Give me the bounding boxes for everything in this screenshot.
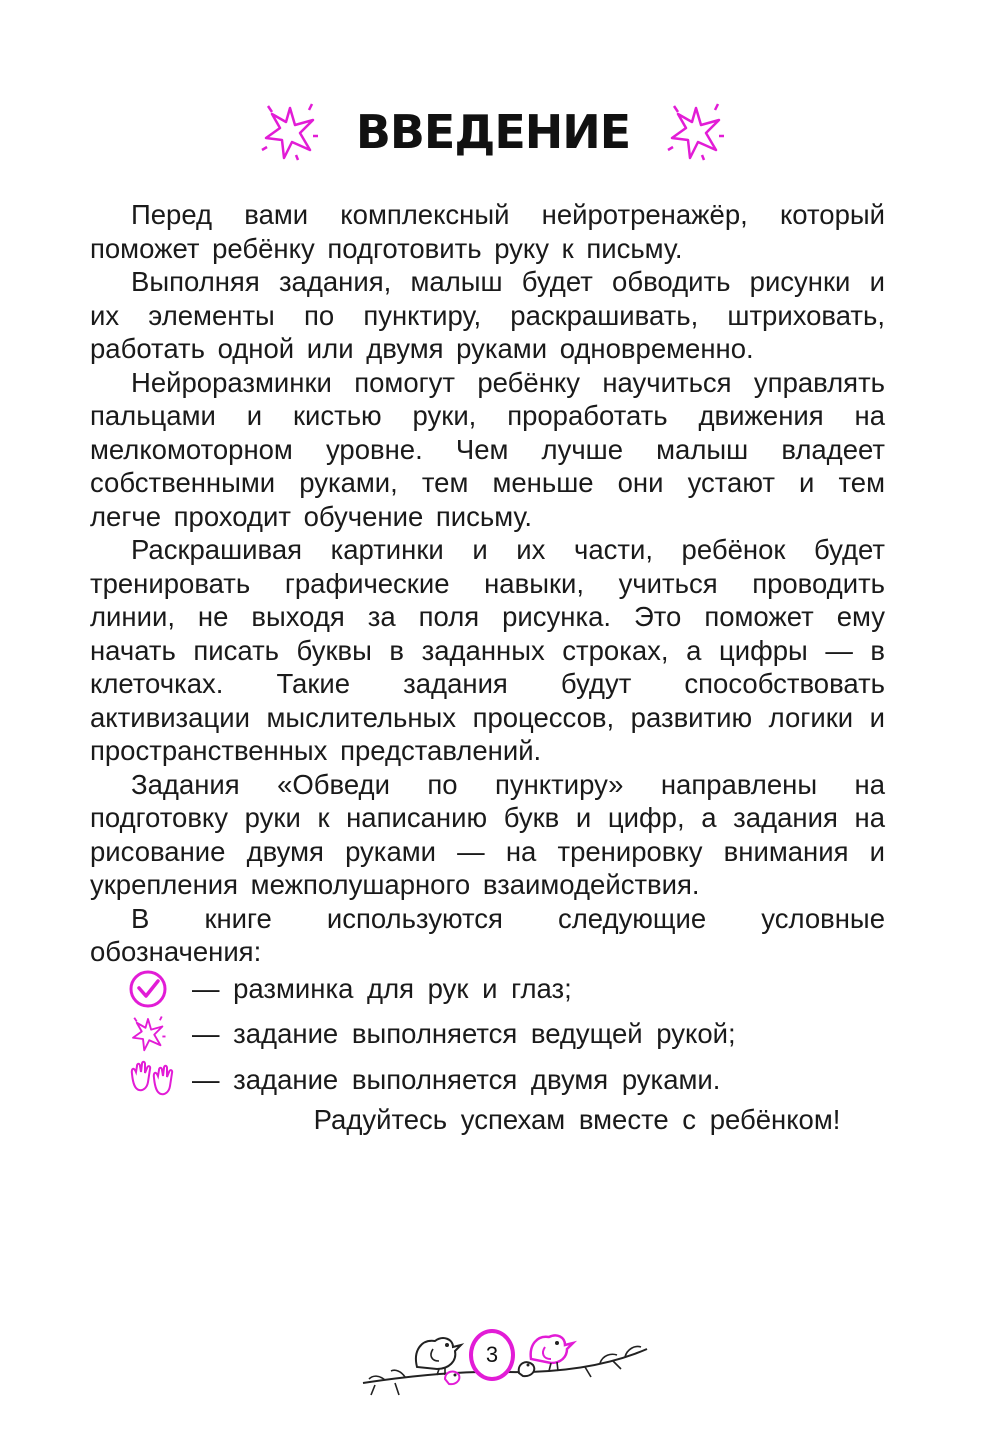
paragraph: В книге используются следующие условные обозначения: xyxy=(90,902,885,967)
paragraph: Нейроразминки помогут ребёнку научиться управлять пальцами и кистью руки, проработать движения на мелкомоторном уровне. Чем лучше малыш владеет собственными руками, тем меньше они устают и тем легче проходит обучение письму. xyxy=(90,366,885,532)
legend-text: — задание выполняется ведущей рукой; xyxy=(192,1018,736,1050)
star-burst-icon xyxy=(664,100,728,164)
check-circle-icon xyxy=(128,969,168,1009)
page-title: ВВЕДЕНИЕ xyxy=(355,105,631,159)
paragraph: Задания «Обведи по пунктиру» направлены на подготовку руки к написанию букв и цифр, а задания на рисование двумя руками — на тренировку внимания и укрепления межполушарного взаимодействия. xyxy=(90,768,885,900)
title-row xyxy=(0,92,986,172)
page-number: 3 xyxy=(469,1329,515,1381)
legend-item xyxy=(128,966,848,1012)
intro-text xyxy=(90,198,885,969)
legend-text: — разминка для рук и глаз; xyxy=(192,972,572,1004)
legend-text: — задание выполняется двумя руками. xyxy=(192,1063,721,1095)
paragraph: Перед вами комплексный нейротренажёр, который поможет ребёнку подготовить руку к письму. xyxy=(90,199,885,264)
two-hands-icon xyxy=(128,1060,174,1100)
legend-item xyxy=(128,1012,848,1058)
legend-item xyxy=(128,1057,848,1103)
legend xyxy=(128,966,848,1103)
paragraph: Раскрашивая картинки и их части, ребёнок будет тренировать графические навыки, учиться проводить линии, не выходя за поля рисунка. Это поможет ему начать писать буквы в заданных строках, а цифры — в клеточках. Такие задания будут способствовать активизации мыслительных процессов, развитию логики и пространственных представлений. xyxy=(90,534,885,766)
star-burst-icon xyxy=(258,100,322,164)
page-footer xyxy=(355,1305,655,1400)
closing-line: Радуйтесь успехам вместе с ребёнком! xyxy=(313,1104,841,1135)
paragraph: Выполняя задания, малыш будет обводить рисунки и их элементы по пунктиру, раскрашивать, штриховать, работать одной или двумя руками одновременно. xyxy=(90,266,885,364)
star-burst-icon xyxy=(128,1014,168,1054)
